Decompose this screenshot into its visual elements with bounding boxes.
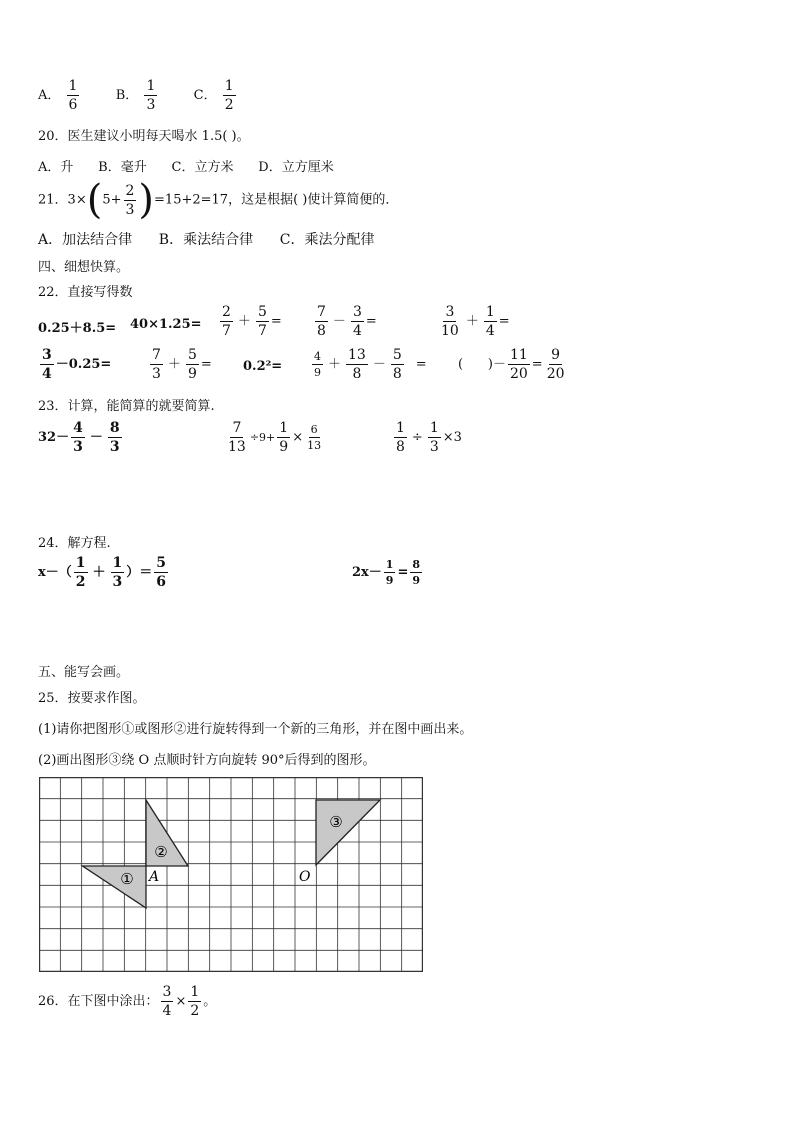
option-b-label: B． [115,88,139,103]
q21-options: A．加法结合律 B．乘法结合律 C．乘法分配律 [38,232,375,248]
option-a-label: A． [38,88,61,103]
grid-svg [39,777,423,972]
option-c-label: C． [193,88,217,103]
point-o-label: O [299,869,311,885]
section-4-heading: 四、细想快算。 [38,260,130,275]
q23-title: 23．计算，能简算的就要简算. [38,399,215,414]
q21-lead: 21．3× [38,192,87,208]
q21-stem [38,177,399,223]
option-c-fraction: $\frac{1}{2}$ [224,78,234,113]
q22-r1-c: $\frac{2}{7}$ ＋ $\frac{5}{7}$ = [222,304,282,339]
triangle-3 [316,800,380,865]
right-paren: ) [138,177,155,223]
q20-stem: 20．医生建议小明每天喝水 1.5( )。 [38,129,250,144]
q25-part-1: (1)请你把图形①或图形②进行旋转得到一个新的三角形，并在图中画出来。 [38,722,473,737]
q21-fraction: $\frac{2}{3}$ [125,182,135,218]
q22-r2-c: 0.2²= [243,359,283,374]
option-b-fraction: $\frac{1}{3}$ [146,78,156,113]
q22-r2-d: $\frac{4}{9}$ ＋ $\frac{13}{8}$ － $\frac{5}{8}$ = [314,347,427,382]
q23-expr-1: 32－ $\frac{4}{3}$ － $\frac{8}{3}$ [38,420,120,455]
left-paren: ( [86,177,103,223]
q20-options: A．升 B．毫升 C．立方米 D．立方厘米 [38,160,334,175]
drawing-grid[interactable] [39,777,423,972]
q25-title: 25．按要求作图。 [38,691,146,706]
q25-part-2: (2)画出图形③绕 O 点顺时针方向旋转 90°后得到的图形。 [38,753,376,768]
q23-expr-3: $\frac{1}{8}$ ÷ $\frac{1}{3}$ ×3 [396,420,462,455]
q22-title: 22．直接写得数 [38,285,133,300]
triangle-1 [83,866,147,908]
option-a-fraction: $\frac{1}{6}$ [68,78,78,113]
point-a-label: A [149,869,160,885]
q19-options [38,79,238,112]
label-shape-1: ① [120,870,134,888]
q22-r1-a: 0.25＋8.5= [38,321,117,336]
q26-stem: 26．在下图中涂出： $\frac{3}{4}$ × $\frac{1}{2}$ 。 [38,984,217,1019]
label-shape-2: ② [154,843,168,861]
q22-r2-a: $\frac{3}{4}$ －0.25= [42,347,112,382]
q24-title: 24．解方程. [38,536,111,551]
section-5-heading: 五、能写会画。 [38,665,130,680]
q22-r1-e: $\frac{3}{10}$ ＋ $\frac{1}{4}$ = [441,304,510,339]
q22-r1-d: $\frac{7}{8}$ － $\frac{3}{4}$ = [317,304,377,339]
q21-inner: 5+ [102,192,122,208]
q21-tail: =15+2=17，这是根据( )使计算简便的． [154,192,399,208]
q22-r2-b: $\frac{7}{3}$ ＋ $\frac{5}{9}$ = [152,347,212,382]
q24-equation-2: 2x－ $\frac{1}{9}$ = $\frac{8}{9}$ [352,558,421,587]
q22-r2-e: ( )－ $\frac{11}{20}$ = $\frac{9}{20}$ [458,347,565,382]
q22-r1-b: 40×1.25= [130,317,202,332]
q23-expr-2: $\frac{7}{13}$ ÷9+ $\frac{1}{9}$ × $\frac{6}{13}$ [228,420,322,455]
q24-equation-1: x－（ $\frac{1}{2}$ ＋ $\frac{1}{3}$ ）＝ $\frac{5}{6}$ [38,555,167,590]
label-shape-3: ③ [329,813,343,831]
